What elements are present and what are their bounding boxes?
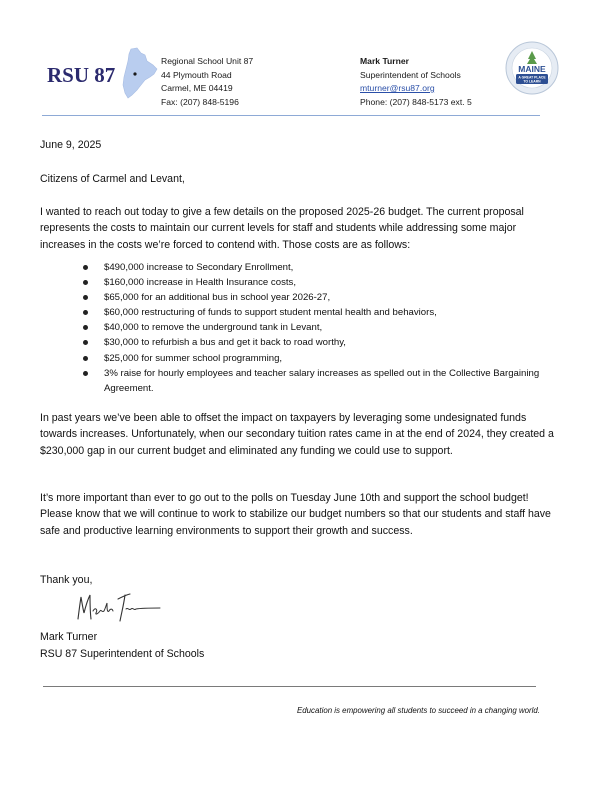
list-item: $60,000 restructuring of funds to support student mental health and behaviors, (83, 305, 543, 320)
svg-text:TO LEARN: TO LEARN (523, 79, 541, 84)
intro-paragraph: I wanted to reach out today to give a few details on the proposed 2025-26 budget. The current proposal represents the costs to maintain our current levels for staff and students while addressing some major increases in the costs we’re forced to contend with. Those costs are as follows: (40, 206, 524, 251)
vote-appeal-paragraph: It’s more important than ever to go out to the polls on Tuesday June 10th and support the school budget! Please know that we will continue to work to stabilize our budget numbers so that our students and staff have safe and productive learning environments to support their growth and success. (40, 492, 551, 537)
list-item: $65,000 for an additional bus in school year 2026-27, (83, 290, 543, 305)
rsu87-logo-text: RSU 87 (47, 63, 116, 87)
bullet-icon (83, 310, 88, 315)
bullet-icon (83, 340, 88, 345)
list-item: $40,000 to remove the underground tank in Levant, (83, 320, 543, 335)
phone-number: Phone: (207) 848-5173 ext. 5 (360, 96, 472, 107)
list-item: $30,000 to refurbish a bus and get it back to road worthy, (83, 335, 543, 350)
contact-name: Mark Turner (360, 56, 410, 66)
list-item: 3% raise for hourly employees and teacher salary increases as spelled out in the Collective Bargaining Agreement. (83, 366, 543, 396)
bullet-icon (83, 371, 88, 376)
bullet-icon (83, 295, 88, 300)
header-divider (42, 115, 540, 116)
cost-increase-list (83, 260, 543, 396)
superintendent-contact (360, 55, 472, 109)
svg-text:MAINE: MAINE (518, 64, 546, 74)
footer-divider (43, 686, 536, 687)
footer-motto: Education is empowering all students to succeed in a changing world. (297, 706, 540, 715)
list-item: $160,000 increase in Health Insurance costs, (83, 275, 543, 290)
bullet-icon (83, 265, 88, 270)
letter-closing: Thank you, (40, 574, 93, 586)
bullet-icon (83, 325, 88, 330)
funding-gap-paragraph: In past years we’ve been able to offset the impact on taxpayers by leveraging some undesignated funds towards increases. Unfortunately, when our secondary tuition rates came in at the end of 2024, they created a $230,000 gap in our current budget and eliminated any funding we could use to support. (40, 412, 554, 457)
list-item: $25,000 for summer school programming, (83, 351, 543, 366)
district-address (161, 55, 253, 109)
signer-name: Mark Turner (40, 631, 98, 643)
fax-number: Fax: (207) 848-5196 (161, 96, 239, 107)
maine-great-place-to-learn-seal-icon (505, 41, 559, 95)
bullet-icon (83, 356, 88, 361)
maine-map-icon (117, 47, 159, 99)
svg-text:A GREAT PLACE: A GREAT PLACE (518, 75, 546, 80)
street-address: 44 Plymouth Road (161, 69, 232, 80)
contact-title: Superintendent of Schools (360, 69, 461, 80)
handwritten-signature-icon (72, 589, 162, 625)
letter-salutation: Citizens of Carmel and Levant, (40, 173, 185, 185)
city-state-zip: Carmel, ME 04419 (161, 83, 233, 93)
email-link[interactable]: mturner@rsu87.org (360, 83, 435, 93)
letter-date: June 9, 2025 (40, 139, 102, 151)
bullet-icon (83, 280, 88, 285)
district-name: Regional School Unit 87 (161, 56, 254, 66)
signer-title: RSU 87 Superintendent of Schools (40, 648, 205, 660)
list-item: $490,000 increase to Secondary Enrollment, (83, 260, 543, 275)
